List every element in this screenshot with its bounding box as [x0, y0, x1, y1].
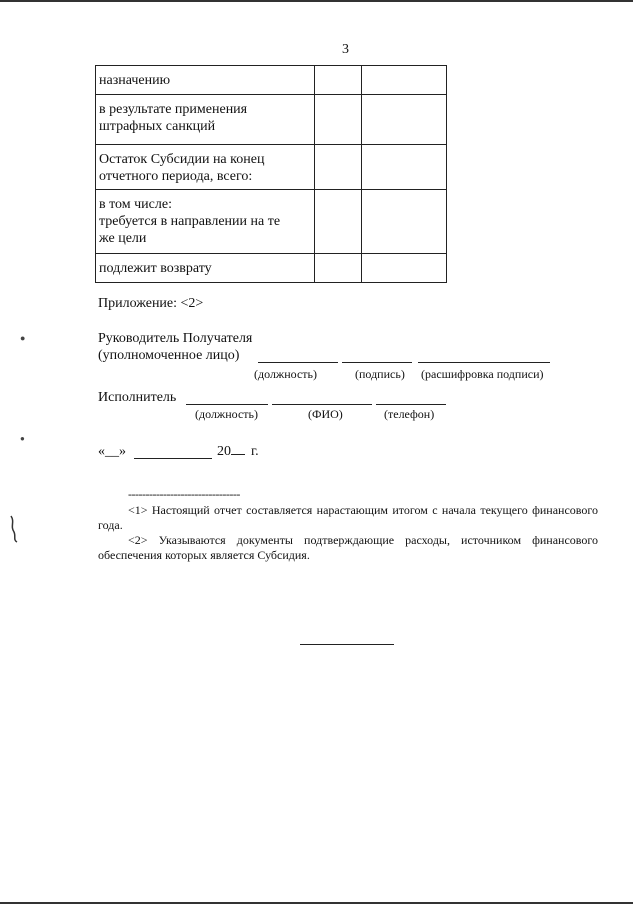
value-cell	[315, 66, 362, 95]
row-label: в том числе: требуется в направлении на те же цели	[96, 190, 315, 254]
footnotes	[98, 503, 598, 563]
caption-signature: (подпись)	[355, 367, 405, 381]
date-line	[98, 444, 126, 460]
executor-position-line	[186, 404, 268, 405]
table-row	[96, 190, 447, 254]
value-cell	[315, 95, 362, 145]
value-cell	[362, 66, 447, 95]
table-row	[96, 145, 447, 190]
row-label: подлежит возврату	[96, 254, 315, 283]
date-open-quote: «	[98, 444, 105, 459]
executor-caption-phone: (телефон)	[384, 407, 435, 421]
table-row	[96, 66, 447, 95]
row-label: Остаток Субсидии на конец отчетного периода, всего:	[96, 145, 315, 190]
page-bottom-edge	[0, 902, 633, 904]
executor-caption-name: (ФИО)	[308, 407, 343, 421]
caption-decoding: (расшифровка подписи)	[421, 367, 544, 381]
page-number: 3	[342, 42, 349, 57]
value-cell	[315, 145, 362, 190]
value-cell	[362, 254, 447, 283]
value-cell	[362, 145, 447, 190]
head-title: Руководитель Получателя	[98, 331, 253, 346]
value-cell	[315, 190, 362, 254]
scan-mark: ●	[20, 333, 26, 343]
caption-position: (должность)	[254, 367, 317, 381]
attachment-line: Приложение: <2>	[98, 296, 204, 311]
row-label: в результате применения штрафных санкций	[96, 95, 315, 145]
date-year-prefix: 20	[217, 444, 231, 459]
value-cell	[362, 190, 447, 254]
date-year-suffix: г.	[251, 444, 259, 459]
executor-name-line	[272, 404, 372, 405]
scan-mark: ●	[20, 434, 25, 443]
head-signature-line	[342, 362, 412, 363]
scan-mark	[6, 514, 22, 544]
footnote-1: <1> Настоящий отчет составляется нарастающим итогом с начала текущего финансового года.	[98, 503, 598, 532]
date-year-blank	[231, 444, 245, 455]
table-row	[96, 254, 447, 283]
report-table	[95, 65, 447, 283]
date-year	[217, 444, 245, 460]
executor-phone-line	[376, 404, 446, 405]
row-label: назначению	[96, 66, 315, 95]
footnote-2: <2> Указываются документы подтверждающие расходы, источником финансового обеспечения которых является Субсидия.	[98, 533, 598, 562]
table-row	[96, 95, 447, 145]
value-cell	[315, 254, 362, 283]
head-position-line	[258, 362, 338, 363]
executor-caption-position: (должность)	[195, 407, 258, 421]
head-subtitle: (уполномоченное лицо)	[98, 348, 240, 363]
end-of-document-line	[300, 644, 394, 645]
date-day-blank: __	[105, 444, 119, 459]
footnote-separator: --------------------------------	[128, 487, 240, 501]
date-month-line	[134, 458, 212, 459]
date-close-quote: »	[119, 444, 126, 459]
executor-label: Исполнитель	[98, 390, 177, 405]
value-cell	[362, 95, 447, 145]
page-top-edge	[0, 0, 633, 2]
head-decoding-line	[418, 362, 550, 363]
